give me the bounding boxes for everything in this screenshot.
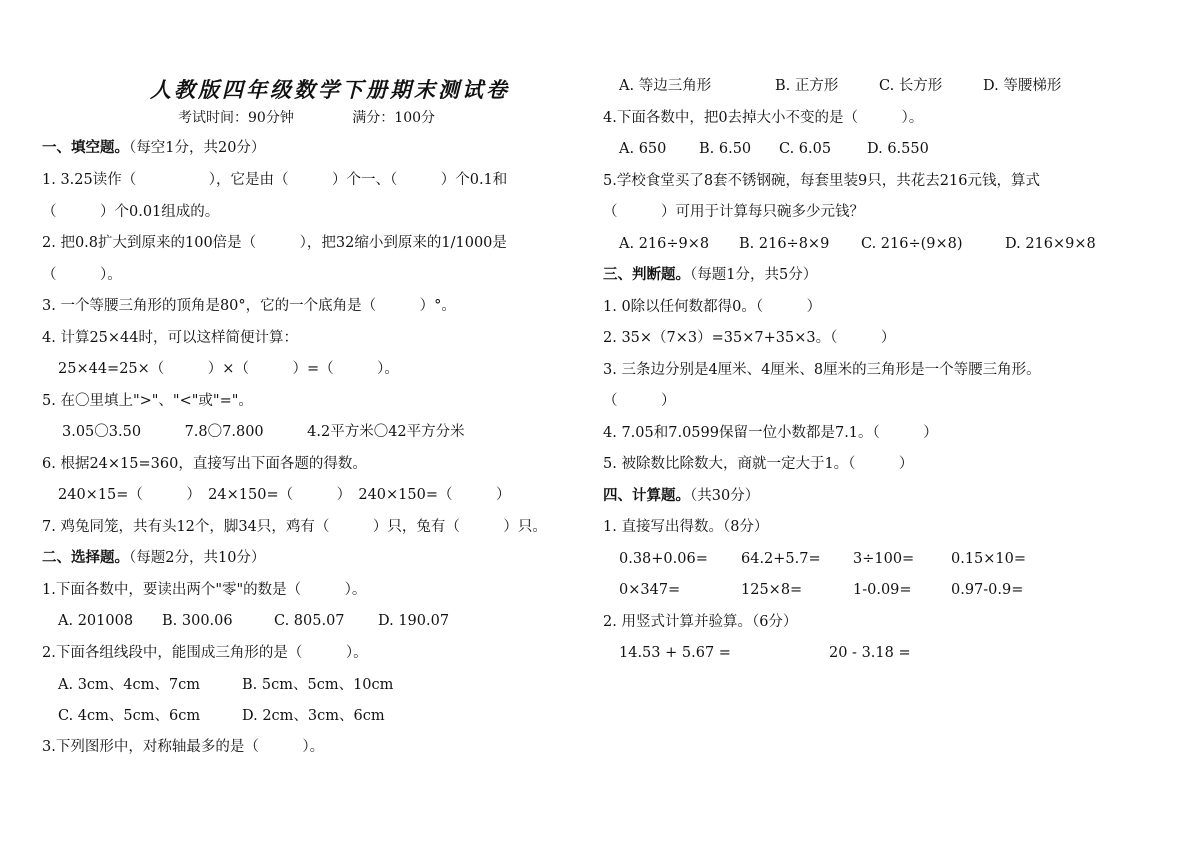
option-c: C. 4cm、5cm、6cm — [58, 708, 201, 724]
calc-q2: 2. 用竖式计算并验算。（6分） — [603, 614, 798, 630]
choice-q3-options — [619, 76, 1061, 96]
option-b: B. 5cm、5cm、10cm — [242, 677, 394, 693]
option-a: A. 650 — [619, 141, 667, 157]
exam-meta — [178, 107, 435, 127]
calc-item: 14.53 + 5.67 = — [619, 645, 731, 661]
choice-q2: 2.下面各组线段中，能围成三角形的是（ ）。 — [42, 645, 368, 661]
calc-item: 0.97-0.9= — [951, 582, 1024, 598]
fill-q6-items: 240×15=（ ） 24×150=（ ） 240×150=（ ） — [58, 487, 511, 503]
calc-item: 0.38+0.06= — [619, 551, 708, 567]
option-b: B. 正方形 — [775, 78, 839, 94]
calc-row3 — [619, 643, 911, 663]
option-a: A. 等边三角形 — [619, 78, 712, 94]
calc-item: 0.15×10= — [951, 551, 1027, 567]
choice-q4: 4.下面各数中，把0去掉大小不变的是（ ）。 — [603, 110, 924, 126]
fill-q7: 7. 鸡兔同笼，共有头12个，脚34只，鸡有（ ）只，兔有（ ）只。 — [42, 519, 547, 535]
option-b: B. 300.06 — [162, 613, 233, 629]
judge-q2: 2. 35×（7×3）=35×7+35×3。（ ） — [603, 330, 896, 346]
choice-q5-line2: （ ）可用于计算每只碗多少元钱？ — [603, 204, 864, 220]
option-b: B. 6.50 — [699, 141, 752, 157]
fill-q1-line2: （ ）个0.01组成的。 — [42, 204, 220, 220]
option-b: B. 216÷8×9 — [739, 236, 830, 252]
fill-q4-expr: 25×44=25×（ ）×（ ）=（ ）。 — [58, 361, 399, 377]
section4-heading: 四、计算题。（共30分） — [603, 488, 760, 504]
calc-item: 64.2+5.7= — [741, 551, 821, 567]
calc-item: 0×347= — [619, 582, 681, 598]
judge-q4: 4. 7.05和7.0599保留一位小数都是7.1。（ ） — [603, 425, 938, 441]
option-c: C. 6.05 — [779, 141, 832, 157]
fill-q3: 3. 一个等腰三角形的顶角是80°，它的一个底角是（ ）°。 — [42, 298, 456, 314]
choice-q1-options — [58, 611, 449, 631]
choice-q5-options — [619, 234, 1096, 254]
choice-q3: 3.下列图形中，对称轴最多的是（ ）。 — [42, 739, 325, 755]
judge-q5: 5. 被除数比除数大，商就一定大于1。（ ） — [603, 456, 914, 472]
option-c: C. 805.07 — [274, 613, 345, 629]
judge-q3-line1: 3. 三条边分别是4厘米、4厘米、8厘米的三角形是一个等腰三角形。 — [603, 362, 1041, 378]
option-a: A. 201008 — [58, 613, 134, 629]
option-c: C. 长方形 — [879, 78, 943, 94]
choice-q2-options-row2 — [58, 706, 385, 726]
fill-q5-items: 3.05〇3.50 7.8〇7.800 4.2平方米〇42平方分米 — [62, 424, 465, 440]
fill-q2-line2: （ ）。 — [42, 267, 122, 283]
option-d: D. 6.550 — [867, 141, 929, 157]
option-d: D. 190.07 — [378, 613, 450, 629]
option-c: C. 216÷(9×8) — [861, 236, 963, 252]
calc-item: 125×8= — [741, 582, 803, 598]
fill-q1-line1: 1. 3.25读作（ ），它是由（ ）个一、（ ）个0.1和 — [42, 172, 508, 188]
exam-time: 考试时间：90分钟 — [178, 110, 294, 126]
choice-q4-options — [619, 139, 929, 159]
fill-q5: 5. 在〇里填上">"、"<"或"="。 — [42, 393, 253, 409]
section1-heading: 一、填空题。（每空1分，共20分） — [42, 140, 266, 156]
full-score: 满分：100分 — [352, 110, 436, 126]
calc-item: 20 - 3.18 = — [829, 645, 911, 661]
section2-heading: 二、选择题。（每题2分，共10分） — [42, 550, 266, 566]
judge-q3-line2: （ ） — [603, 393, 676, 409]
calc-row1 — [619, 549, 1026, 569]
section3-heading: 三、判断题。（每题1分，共5分） — [603, 267, 818, 283]
calc-q1: 1. 直接写出得数。（8分） — [603, 519, 769, 535]
page-title: 人教版四年级数学下册期末测试卷 — [150, 78, 510, 102]
option-d: D. 等腰梯形 — [983, 78, 1062, 94]
judge-q1: 1. 0除以任何数都得0。（ ） — [603, 299, 822, 315]
fill-q6: 6. 根据24×15=360，直接写出下面各题的得数。 — [42, 456, 367, 472]
choice-q5-line1: 5.学校食堂买了8套不锈钢碗，每套里装9只，共花去216元钱，算式 — [603, 173, 1040, 189]
choice-q2-options-row1 — [58, 675, 393, 695]
calc-item: 1-0.09= — [853, 582, 912, 598]
option-a: A. 216÷9×8 — [619, 236, 710, 252]
option-d: D. 216×9×8 — [1005, 236, 1096, 252]
calc-row2 — [619, 580, 1023, 600]
option-d: D. 2cm、3cm、6cm — [242, 708, 385, 724]
fill-q4: 4. 计算25×44时，可以这样简便计算： — [42, 330, 298, 346]
calc-item: 3÷100= — [853, 551, 915, 567]
choice-q1: 1.下面各数中，要读出两个"零"的数是（ ）。 — [42, 582, 367, 598]
fill-q2-line1: 2. 把0.8扩大到原来的100倍是（ ），把32缩小到原来的1/1000是 — [42, 235, 507, 251]
option-a: A. 3cm、4cm、7cm — [58, 677, 200, 693]
